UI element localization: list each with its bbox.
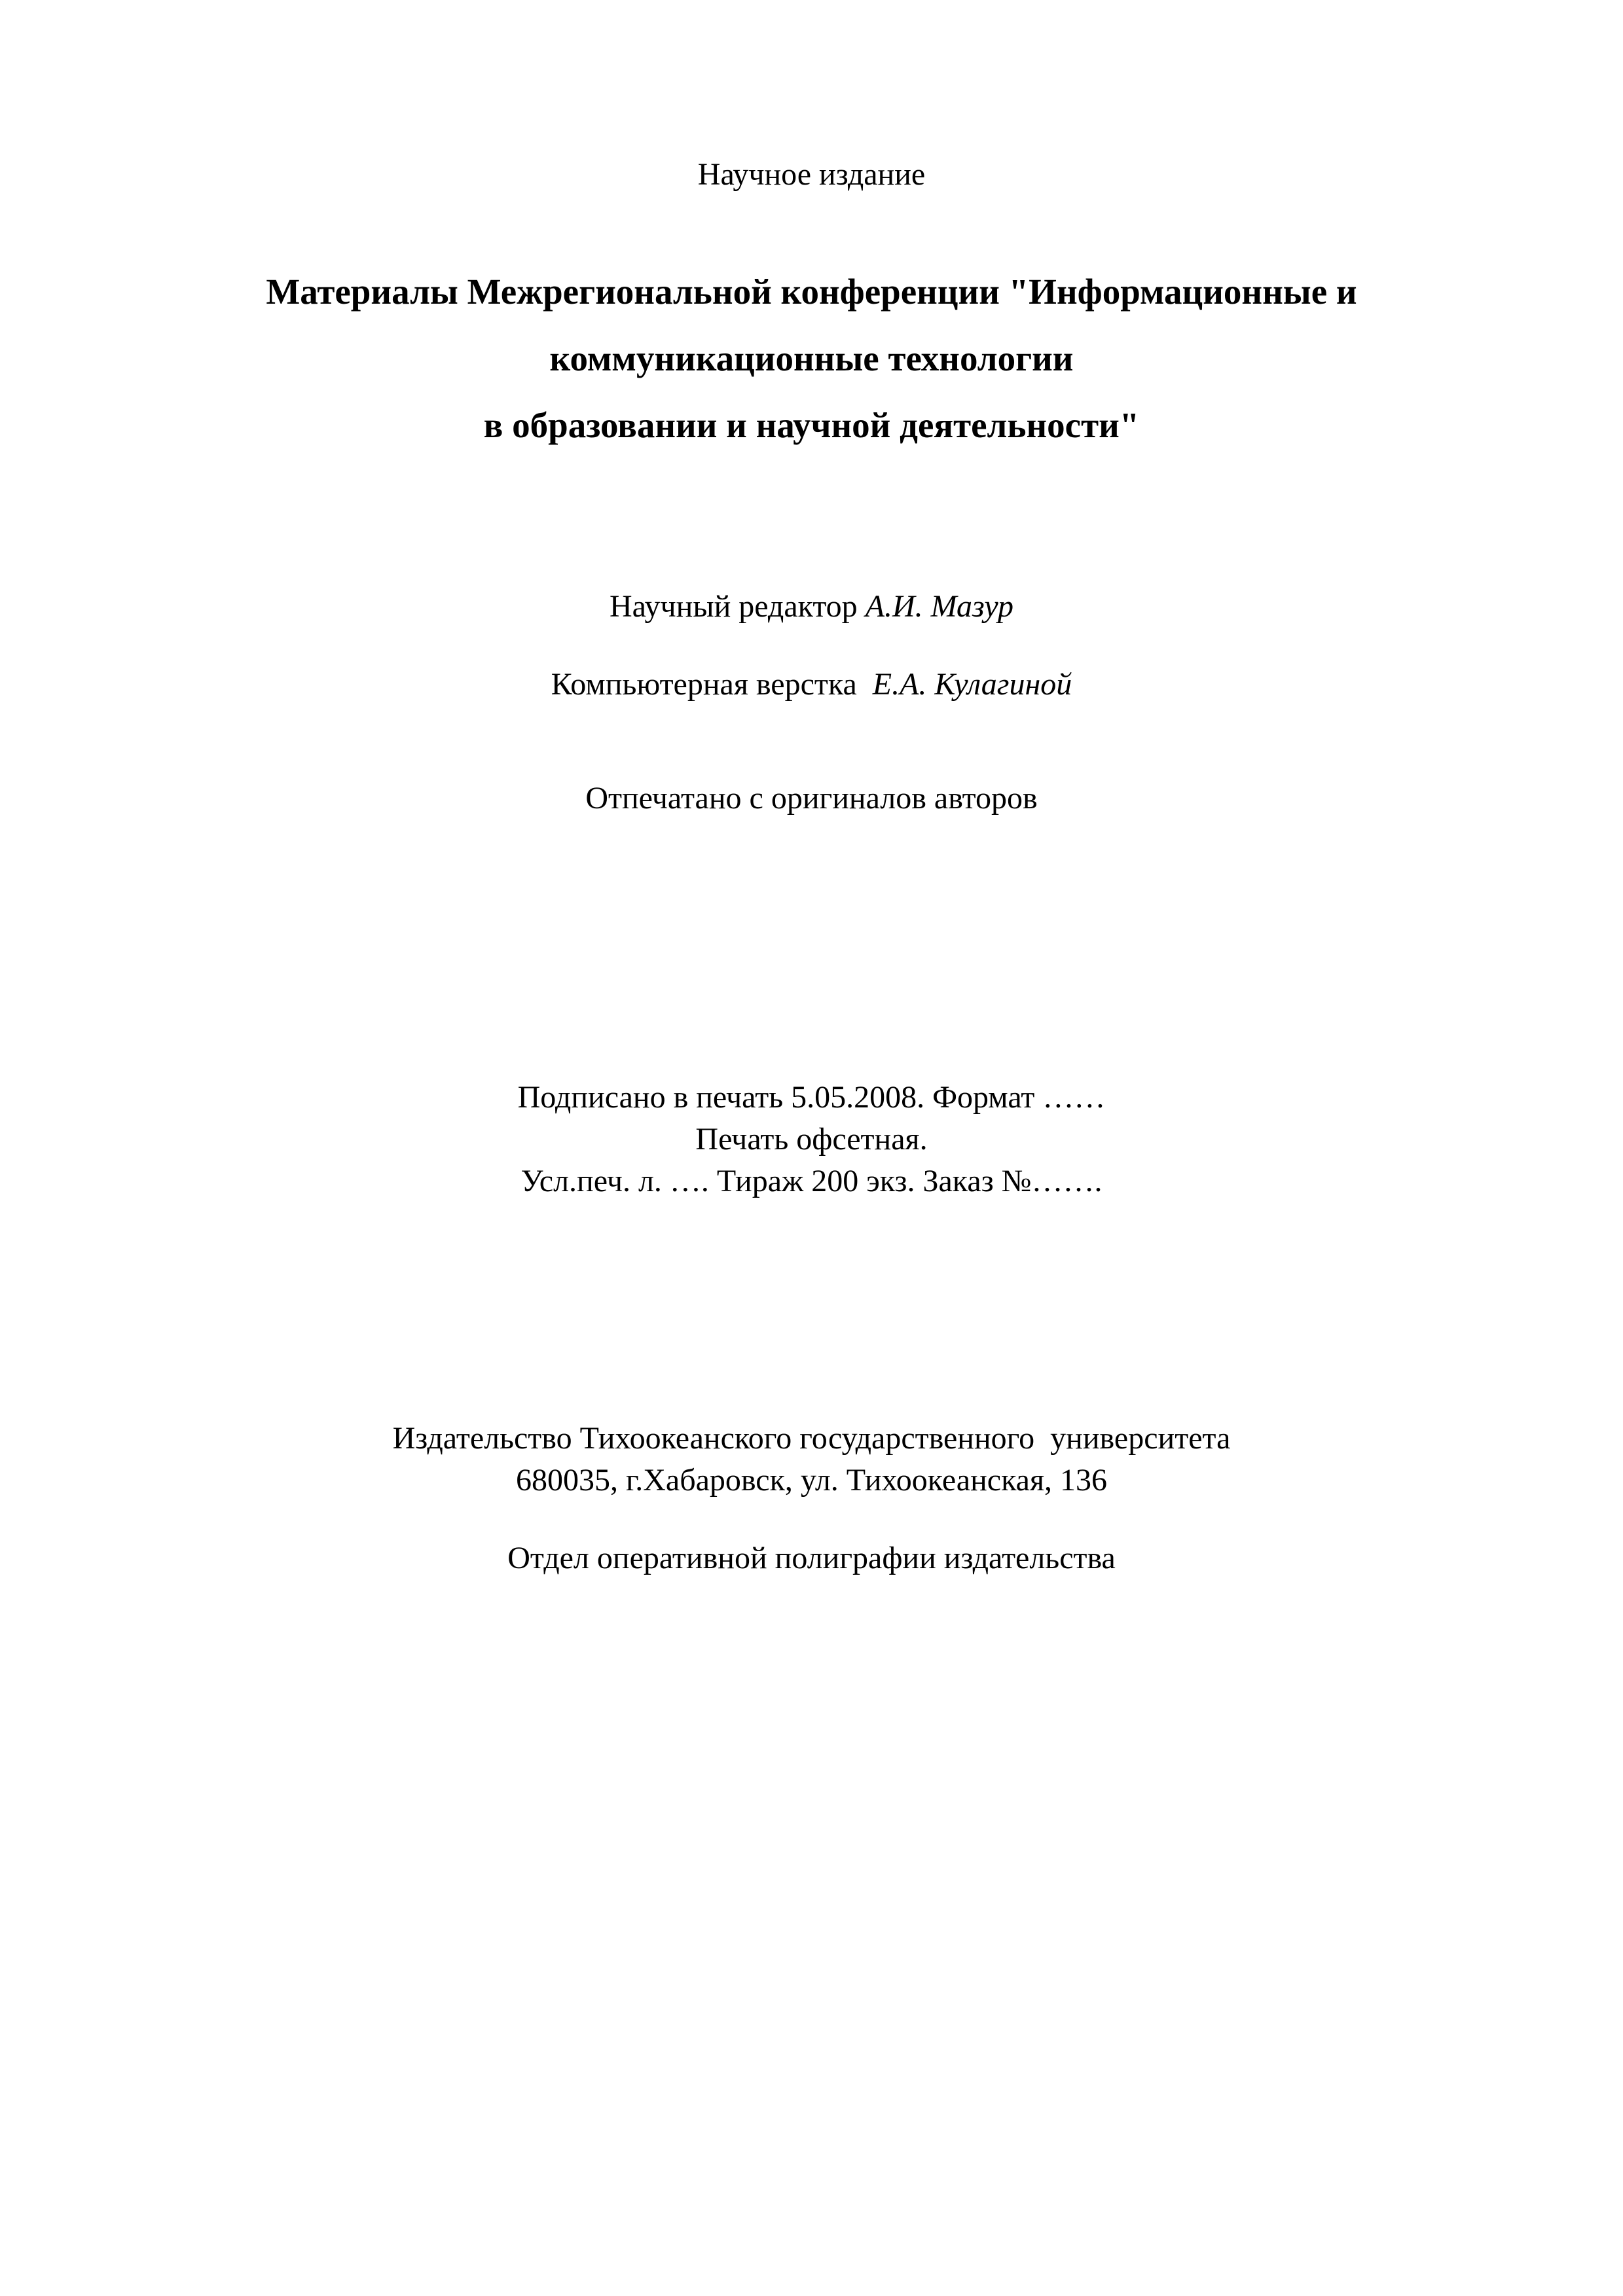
publisher-department: Отдел оперативной полиграфии издательства bbox=[507, 1541, 1116, 1575]
print-info-line-1: Подписано в печать 5.05.2008. Формат …… bbox=[517, 1080, 1106, 1115]
publisher-address: 680035, г.Хабаровск, ул. Тихоокеанская, 136 bbox=[515, 1463, 1108, 1498]
edition-type: Научное издание bbox=[697, 157, 926, 192]
editor-name: А.И. Мазур bbox=[865, 589, 1014, 624]
print-info-line-2: Печать офсетная. bbox=[695, 1122, 928, 1157]
title-line-3: в образовании и научной деятельности" bbox=[483, 405, 1140, 445]
publisher-name: Издательство Тихоокеанского государственного университета bbox=[392, 1421, 1231, 1456]
printed-note: Отпечатано с оригиналов авторов bbox=[585, 781, 1038, 816]
title-line-1: Материалы Межрегиональной конференции "Информационные и bbox=[266, 272, 1357, 312]
layout-label: Компьютерная верстка bbox=[551, 667, 873, 702]
layout-name: Е.А. Кулагиной bbox=[872, 667, 1072, 702]
editor-line bbox=[0, 591, 1623, 622]
title-line-2: коммуникационные технологии bbox=[549, 338, 1074, 378]
layout-line bbox=[0, 669, 1623, 700]
print-info-line-3: Усл.печ. л. …. Тираж 200 экз. Заказ №……. bbox=[520, 1164, 1103, 1198]
editor-label: Научный редактор bbox=[609, 589, 866, 624]
